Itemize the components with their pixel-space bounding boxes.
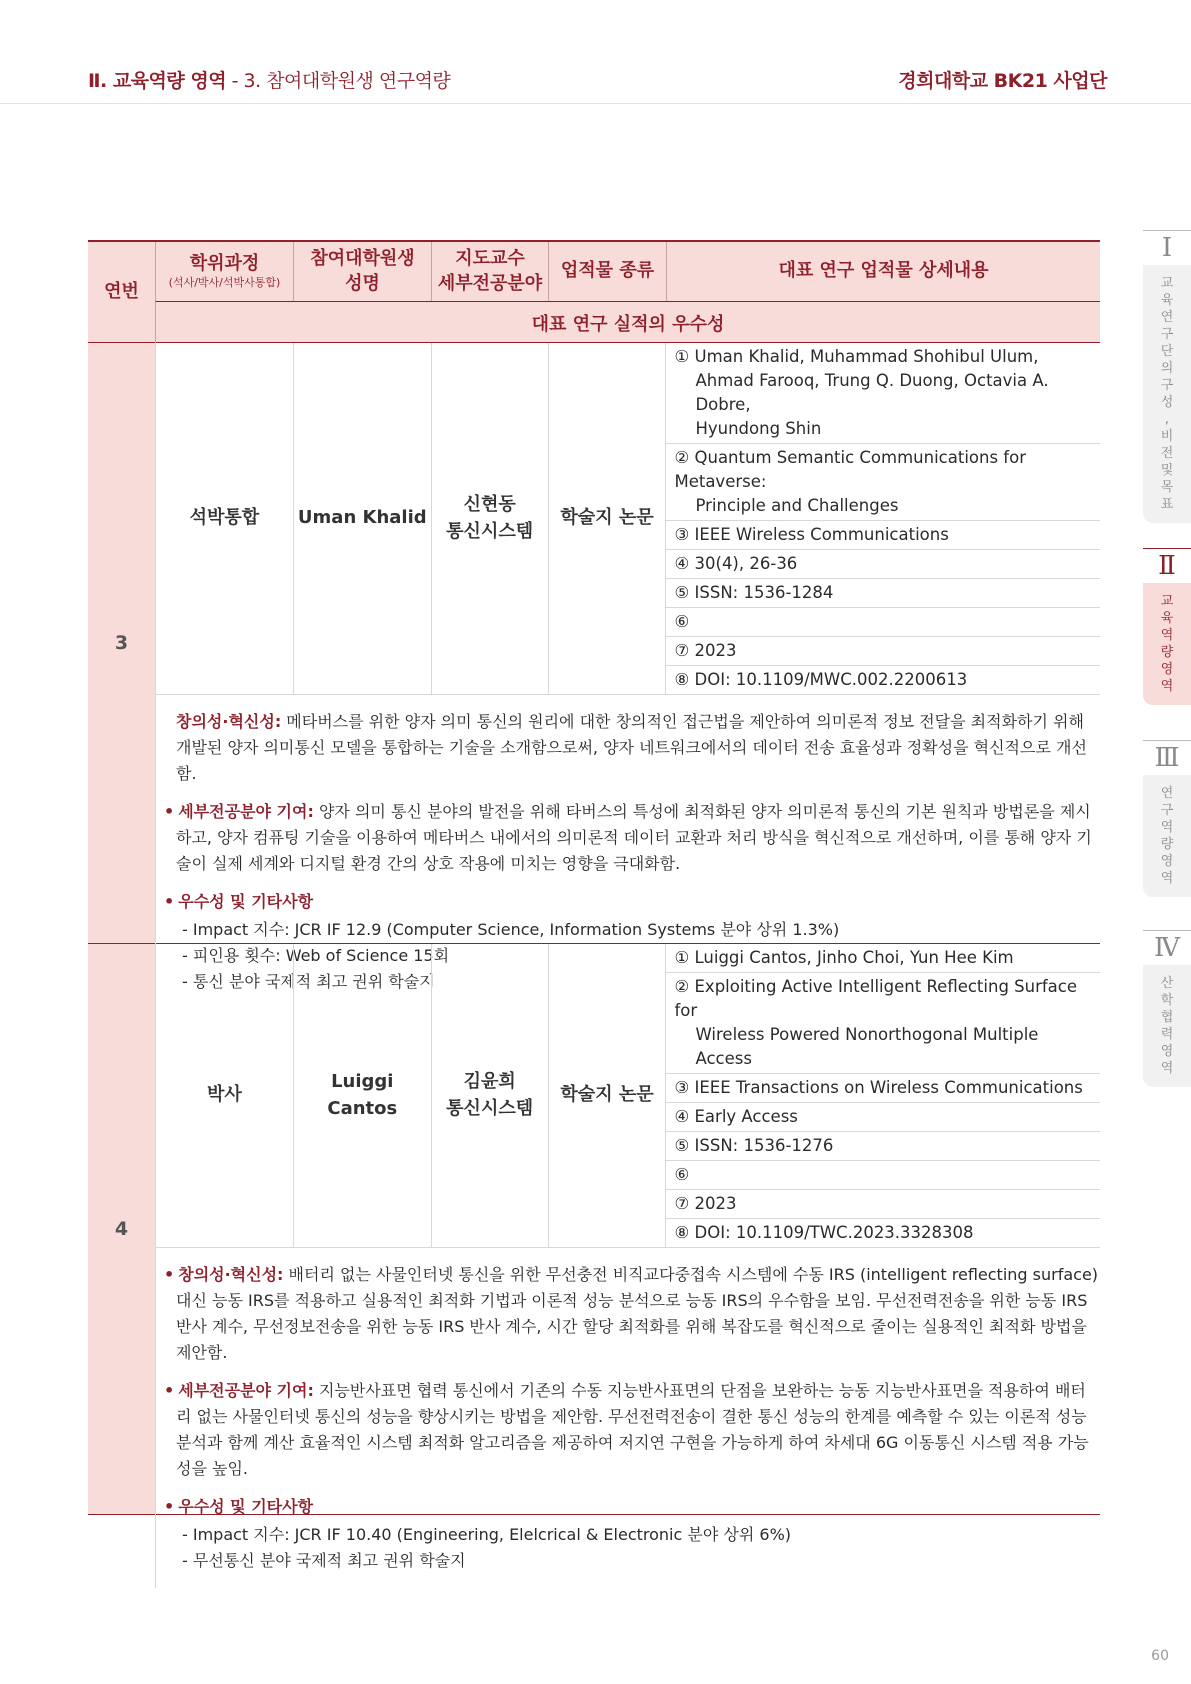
side-char: 역 — [1160, 871, 1174, 886]
side-char: 협 — [1160, 1010, 1174, 1025]
side-char: 표 — [1160, 497, 1174, 512]
excellence-description — [156, 1248, 1100, 1588]
impact-item: - Impact 지수: JCR IF 12.9 (Computer Science, Information Systems 분야 상위 1.3%) — [182, 920, 840, 939]
side-char: 및 — [1160, 463, 1174, 478]
side-char: 단 — [1160, 344, 1174, 359]
row-number: 4 — [88, 944, 155, 1514]
side-char: , — [1164, 412, 1170, 427]
col-detail: 대표 연구 업적물 상세내용 — [666, 242, 1100, 301]
side-char: 연 — [1160, 786, 1174, 801]
side-char: 육 — [1160, 293, 1174, 308]
excellence-key: 우수성 및 기타사항 — [178, 1497, 314, 1516]
journal-rank-item: - 통신 분야 국제적 최고 권위 학술지 — [182, 972, 435, 991]
creativity-key: 창의성·혁신성: — [176, 712, 282, 731]
degree-cell: 박사 — [156, 944, 294, 1247]
journal-rank-item: - 무선통신 분야 국제적 최고 권위 학술지 — [182, 1551, 466, 1570]
detail-authors — [666, 343, 1100, 444]
contribution-text: 양자 의미 통신 분야의 발전을 위해 타버스의 특성에 최적화된 양자 의미론적 통신의 기본 원칙과 방법론을 제시하고, 양자 컴퓨팅 기술을 이용하여 메타버스 내에서의 의미론적 데이터 교환과 처리 방식을 혁신적으로 개선하며, 이를 통해 양자 기술이 실제 세계와 디지털 환경 간의 상호 작용에 미치는 영향을 극대화함. — [176, 802, 1092, 873]
side-char: 육 — [1160, 611, 1174, 626]
advisor-name: 신현동 — [463, 494, 516, 516]
detail-year: ⑦ 2023 — [666, 1190, 1100, 1219]
citation-item: - 피인용 횟수: Web of Science 15회 — [182, 946, 450, 965]
detail-volume: ④ Early Access — [666, 1103, 1100, 1132]
side-tab-numeral: Ⅳ — [1143, 930, 1191, 965]
breadcrumb-main: Ⅱ. 교육역량 영역 — [88, 70, 227, 92]
detail-empty: ⑥ — [666, 608, 1100, 637]
side-tab-label — [1143, 265, 1191, 523]
detail-volume: ④ 30(4), 26-36 — [666, 550, 1100, 579]
side-tab-label — [1143, 583, 1191, 705]
side-char: 력 — [1160, 1027, 1174, 1042]
detail-year: ⑦ 2023 — [666, 637, 1100, 666]
side-char: 산 — [1160, 976, 1174, 991]
page-number: 60 — [1151, 1648, 1169, 1664]
side-char: 비 — [1160, 429, 1174, 444]
side-char: 역 — [1160, 628, 1174, 643]
contribution-key: 세부전공분야 기여: — [178, 1381, 314, 1400]
side-tab-4[interactable] — [1143, 930, 1191, 1087]
detail-line: ② Exploiting Active Intelligent Reflecting Surface for — [674, 977, 1078, 1020]
side-char: 역 — [1160, 820, 1174, 835]
advisor-name: 김윤희 — [463, 1071, 516, 1093]
contribution-text: 지능반사표면 협력 통신에서 기존의 수동 지능반사표면의 단점을 보완하는 능동 지능반사표면을 적용하여 배터리 없는 사물인터넷 통신의 성능을 향상시키는 방법을 제안함. 무선전력전송이 결한 통신 성능의 한계를 예측할 수 있는 이론적 성능 분석과 함께 계산 효율적인 시스템 최적화 알고리즘을 제공하여 저지연 구현을 가능하게 하여 차세대 6G 이동통신 시스템 적용 가능성을 높임. — [176, 1381, 1089, 1478]
excellence-key: 우수성 및 기타사항 — [178, 892, 314, 911]
detail-list — [666, 343, 1100, 694]
side-char: 의 — [1160, 361, 1174, 376]
detail-title — [666, 444, 1100, 521]
student-name-cell: Uman Khalid — [294, 343, 432, 694]
advisor-field: 통신시스템 — [446, 520, 534, 542]
col-student — [293, 242, 431, 301]
table-header — [88, 240, 1100, 343]
side-char: 영 — [1160, 1044, 1174, 1059]
side-char: 역 — [1160, 1061, 1174, 1076]
detail-list — [666, 944, 1100, 1247]
detail-journal: ③ IEEE Wireless Communications — [666, 521, 1100, 550]
detail-line: Hyundong Shin — [695, 419, 822, 438]
degree-cell: 석박통합 — [156, 343, 294, 694]
creativity-text: 배터리 없는 사물인터넷 통신을 위한 무선충전 비직교다중접속 시스템에 수동 IRS (intelligent reflecting surface) 대신 능동 IRS를 적용하고 실용적인 최적화 기법과 이론적 성능 분석으로 능동 IRS의 우수함을 보임. 무선전력전송을 위한 능동 IRS 반사 계수, 무선정보전송을 위한 능동 IRS 반사 계수, 시간 할당 최적화를 위해 복잡도를 혁신적으로 줄이는 실용적인 최적화 방법을 제안함. — [176, 1265, 1099, 1362]
excellence-heading: • 우수성 및 기타사항 — [164, 892, 314, 911]
side-tab-label — [1143, 775, 1191, 897]
side-tab-2[interactable] — [1143, 548, 1191, 705]
row-number: 3 — [88, 343, 155, 943]
side-tab-numeral: Ⅱ — [1143, 548, 1191, 583]
side-char: 성 — [1160, 395, 1174, 410]
side-char: 교 — [1160, 594, 1174, 609]
creativity-text: 메타버스를 위한 양자 의미 통신의 원리에 대한 창의적인 접근법을 제안하여 의미론적 정보 전달을 최적화하기 위해 개발된 양자 의미통신 모델을 통합하는 기술을 소개함으로써, 양자 네트워크에서의 데이터 전송 효율성과 정확성을 혁신적으로 개선함. — [176, 712, 1087, 783]
org-title: 경희대학교 BK21 사업단 — [898, 70, 1107, 92]
side-tab-1[interactable] — [1143, 230, 1191, 523]
student-name-cell: Luiggi Cantos — [294, 944, 432, 1247]
contribution-paragraph: • 세부전공분야 기여: 지능반사표면 협력 통신에서 기존의 수동 지능반사표면의 단점을 보완하는 능동 지능반사표면을 적용하여 배터리 없는 사물인터넷 통신의 성능을 향상시키는 방법을 제안함. 무선전력전송이 결한 통신 성능의 한계를 예측할 수 있는 이론적 성능 분석과 함께 계산 효율적인 시스템 최적화 알고리즘을 제공하여 저지연 구현을 가능하게 하여 차세대 6G 이동통신 시스템 적용 가능성을 높임. — [164, 1381, 1089, 1478]
detail-issn: ⑤ ISSN: 1536-1276 — [666, 1132, 1100, 1161]
side-tab-label — [1143, 965, 1191, 1087]
header-divider — [0, 103, 1191, 104]
side-char: 학 — [1160, 993, 1174, 1008]
col-advisor-line1: 지도교수 — [455, 248, 525, 270]
col-excellence: 대표 연구 실적의 우수성 — [155, 301, 1100, 343]
side-char: 영 — [1160, 662, 1174, 677]
detail-authors: ① Luiggi Cantos, Jinho Choi, Yun Hee Kim — [666, 944, 1100, 973]
side-char: 전 — [1160, 446, 1174, 461]
breadcrumb-sub: - 3. 참여대학원생 연구역량 — [226, 70, 451, 92]
detail-journal: ③ IEEE Transactions on Wireless Communications — [666, 1074, 1100, 1103]
col-type: 업적물 종류 — [548, 242, 666, 301]
side-tab-numeral: Ⅰ — [1143, 230, 1191, 265]
side-tab-3[interactable] — [1143, 740, 1191, 897]
col-no: 연번 — [104, 280, 139, 302]
col-degree — [155, 242, 293, 301]
side-char: 구 — [1160, 327, 1174, 342]
detail-issn: ⑤ ISSN: 1536-1284 — [666, 579, 1100, 608]
side-char: 량 — [1160, 837, 1174, 852]
detail-line: Ahmad Farooq, Trung Q. Duong, Octavia A. Dobre, — [695, 371, 1049, 414]
side-tab-numeral: Ⅲ — [1143, 740, 1191, 775]
side-char: 교 — [1160, 276, 1174, 291]
detail-line: ① Uman Khalid, Muhammad Shohibul Ulum, — [674, 347, 1039, 366]
impact-item: - Impact 지수: JCR IF 10.40 (Engineering, Elelcrical & Electronic 분야 상위 6%) — [182, 1525, 792, 1544]
excellence-heading: • 우수성 및 기타사항 — [164, 1497, 314, 1516]
detail-line: ② Quantum Semantic Communications for Metaverse: — [674, 448, 1026, 491]
side-char: 구 — [1160, 378, 1174, 393]
col-advisor — [431, 242, 548, 301]
col-student-line1: 참여대학원생 — [310, 248, 415, 270]
research-table — [88, 240, 1100, 1570]
side-char: 역 — [1160, 679, 1174, 694]
type-cell: 학술지 논문 — [549, 343, 667, 694]
table-row — [88, 944, 1100, 1570]
creativity-paragraph: • 창의성·혁신성: 배터리 없는 사물인터넷 통신을 위한 무선충전 비직교다중접속 시스템에 수동 IRS (intelligent reflecting surface) 대신 능동 IRS를 적용하고 실용적인 최적화 기법과 이론적 성능 분석으로 능동 IRS의 우수함을 보임. 무선전력전송을 위한 능동 IRS 반사 계수, 무선정보전송을 위한 능동 IRS 반사 계수, 시간 할당 최적화를 위해 복잡도를 혁신적으로 줄이는 실용적인 최적화 방법을 제안함. — [164, 1265, 1099, 1362]
col-advisor-line2: 세부전공분야 — [437, 272, 543, 294]
advisor-field: 통신시스템 — [446, 1097, 534, 1119]
col-degree-label: 학위과정 — [189, 252, 260, 274]
type-cell: 학술지 논문 — [549, 944, 667, 1247]
side-char: 량 — [1160, 645, 1174, 660]
contribution-key: 세부전공분야 기여: — [178, 802, 314, 821]
section-breadcrumb — [88, 66, 450, 93]
advisor-cell — [432, 343, 549, 694]
detail-title — [666, 973, 1100, 1074]
side-char: 영 — [1160, 854, 1174, 869]
detail-line: Wireless Powered Nonorthogonal Multiple Access — [695, 1025, 1039, 1068]
col-student-line2: 성명 — [345, 272, 380, 294]
detail-line: Principle and Challenges — [695, 496, 899, 515]
detail-empty: ⑥ — [666, 1161, 1100, 1190]
side-char: 구 — [1160, 803, 1174, 818]
creativity-paragraph — [176, 709, 1100, 787]
side-char: 연 — [1160, 310, 1174, 325]
detail-doi: ⑧ DOI: 10.1109/TWC.2023.3328308 — [674, 1223, 974, 1242]
advisor-cell — [432, 944, 549, 1247]
col-degree-note: (석사/박사/석박사통합) — [168, 276, 281, 290]
side-char: 목 — [1160, 480, 1174, 495]
detail-doi: ⑧ DOI: 10.1109/MWC.002.2200613 — [674, 670, 968, 689]
contribution-paragraph: • 세부전공분야 기여: 양자 의미 통신 분야의 발전을 위해 타버스의 특성에 최적화된 양자 의미론적 통신의 기본 원칙과 방법론을 제시하고, 양자 컴퓨팅 기술을 이용하여 메타버스 내에서의 의미론적 데이터 교환과 처리 방식을 혁신적으로 개선하며, 이를 통해 양자 기술이 실제 세계와 디지털 환경 간의 상호 작용에 미치는 영향을 극대화함. — [164, 802, 1092, 873]
creativity-key: 창의성·혁신성: — [178, 1265, 284, 1284]
